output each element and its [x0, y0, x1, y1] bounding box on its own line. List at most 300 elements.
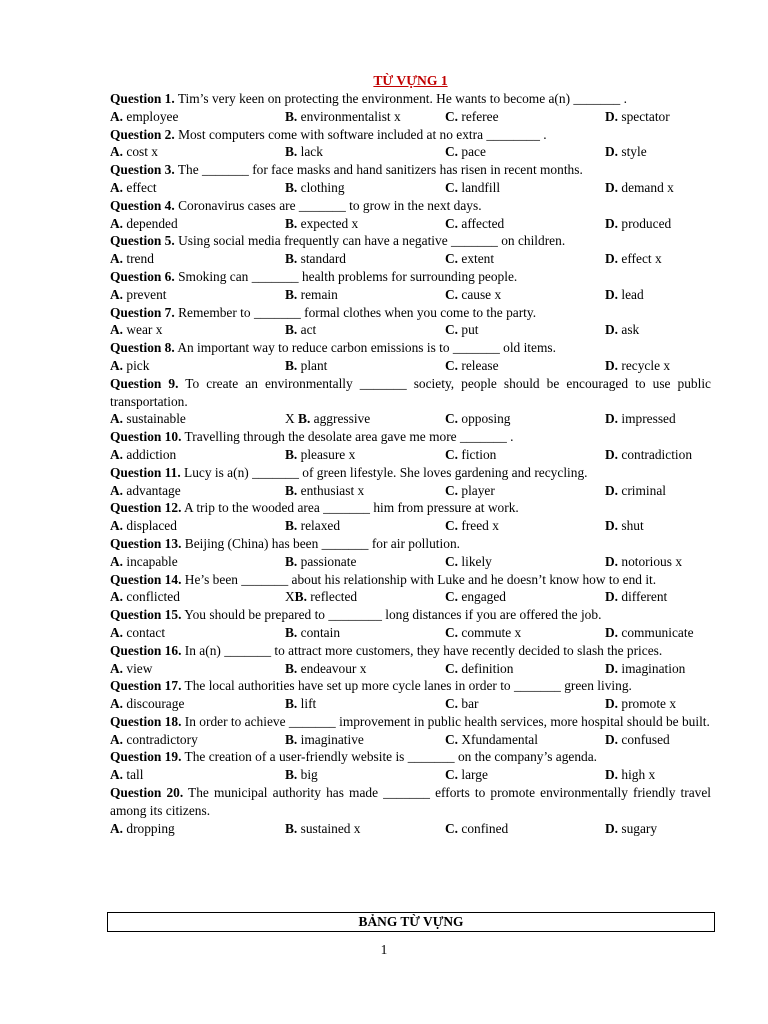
answer-options	[110, 357, 711, 375]
option-text: affected	[458, 215, 505, 231]
question-number: Question 2.	[110, 126, 175, 142]
question-text: You should be prepared to ________ long distances if you are offered the job.	[181, 607, 602, 623]
answer-option	[285, 143, 445, 161]
question-number: Question 13.	[110, 535, 182, 551]
option-letter: B.	[285, 251, 298, 267]
question-text: A trip to the wooded area _______ him from pressure at work.	[181, 500, 519, 516]
answer-option	[285, 660, 445, 678]
question-19	[110, 748, 711, 766]
answer-option	[285, 108, 445, 126]
option-letter: D.	[605, 108, 619, 124]
option-text: environmentalist x	[297, 108, 405, 124]
question-text: An important way to reduce carbon emissions is to _______ old items.	[174, 340, 556, 356]
option-letter: A.	[110, 553, 124, 569]
option-letter: A.	[110, 446, 124, 462]
question-text: Remember to _______ formal clothes when you come to the party.	[174, 304, 537, 320]
option-text: big	[297, 767, 318, 783]
option-letter: A.	[110, 357, 124, 373]
answer-option	[605, 250, 711, 268]
option-letter: B.	[285, 215, 298, 231]
question-text: The municipal authority has made _______ efforts to promote environmentally friendly travel among its citizens.	[110, 785, 711, 818]
option-text: sustained x	[297, 820, 361, 836]
option-text: effect x	[618, 251, 662, 267]
answer-option	[445, 250, 605, 268]
option-letter: C.	[445, 322, 459, 338]
question-9	[110, 375, 711, 411]
option-letter: A.	[110, 179, 124, 195]
option-letter: D.	[605, 144, 619, 160]
answer-option	[445, 695, 605, 713]
option-letter: B.	[285, 446, 298, 462]
question-text: Tim’s very keen on protecting the environment. He wants to become a(n) _______ .	[174, 91, 627, 106]
answer-option	[605, 143, 711, 161]
option-letter: B.	[285, 820, 298, 836]
answer-option	[285, 695, 445, 713]
answer-options	[110, 321, 711, 339]
answer-mark: X	[285, 411, 299, 427]
answer-option	[605, 446, 711, 464]
option-letter: A.	[110, 215, 124, 231]
option-text: view	[123, 660, 153, 676]
option-text: endeavour x	[297, 660, 367, 676]
option-text: player	[458, 482, 495, 498]
option-text: communicate	[618, 624, 694, 640]
option-letter: D.	[605, 820, 619, 836]
answer-option	[110, 215, 285, 233]
option-text: fiction	[458, 446, 497, 462]
option-letter: D.	[605, 251, 619, 267]
option-letter: C.	[445, 589, 459, 605]
answer-options	[110, 695, 711, 713]
answer-option	[605, 731, 711, 749]
answer-option	[605, 766, 711, 784]
answer-option	[445, 179, 605, 197]
option-letter: C.	[445, 518, 459, 534]
answer-option	[285, 820, 445, 838]
answer-option	[285, 766, 445, 784]
answer-option	[605, 179, 711, 197]
question-text: Using social media frequently can have a negative _______ on children.	[174, 233, 566, 249]
option-letter: C.	[445, 767, 459, 783]
answer-option	[445, 588, 605, 606]
answer-option	[110, 143, 285, 161]
question-7	[110, 304, 711, 322]
option-text: standard	[297, 251, 346, 267]
option-text: landfill	[458, 179, 501, 195]
question-text: Lucy is a(n) _______ of green lifestyle. She loves gardening and recycling.	[180, 464, 588, 480]
option-letter: C.	[445, 482, 459, 498]
option-letter: A.	[110, 144, 124, 160]
option-letter: A.	[110, 108, 124, 124]
answer-options	[110, 624, 711, 642]
answer-option	[285, 179, 445, 197]
option-letter: D.	[605, 660, 619, 676]
answer-option	[110, 482, 285, 500]
answer-option	[605, 410, 711, 428]
option-letter: B.	[285, 108, 298, 124]
answer-option	[445, 482, 605, 500]
answer-option	[110, 108, 285, 126]
option-text: lift	[297, 696, 317, 712]
answer-option	[445, 820, 605, 838]
answer-option	[605, 660, 711, 678]
answer-option	[285, 446, 445, 464]
answer-options	[110, 179, 711, 197]
question-text: The _______ for face masks and hand sanitizers has risen in recent months.	[174, 162, 583, 178]
option-letter: C.	[445, 108, 459, 124]
answer-option	[110, 588, 285, 606]
question-13	[110, 535, 711, 553]
option-letter: C.	[445, 624, 459, 640]
question-text: Most computers come with software included at no extra ________ .	[174, 126, 547, 142]
option-letter: B.	[285, 660, 298, 676]
question-number: Question 12.	[110, 500, 182, 516]
answer-option	[110, 286, 285, 304]
option-letter: C.	[445, 179, 459, 195]
answer-option	[285, 286, 445, 304]
answer-options	[110, 108, 711, 126]
answer-options	[110, 660, 711, 678]
answer-options	[110, 820, 711, 838]
option-letter: C.	[445, 215, 459, 231]
option-letter: A.	[110, 767, 124, 783]
answer-option	[110, 357, 285, 375]
answer-option	[445, 215, 605, 233]
option-letter: B.	[285, 179, 298, 195]
option-letter: D.	[605, 518, 619, 534]
question-5	[110, 232, 711, 250]
option-text: prevent	[123, 286, 167, 302]
option-text: definition	[458, 660, 514, 676]
option-letter: C.	[445, 446, 459, 462]
question-number: Question 16.	[110, 642, 182, 658]
option-text: confused	[618, 731, 670, 747]
vocabulary-table-heading: BẢNG TỪ VỰNG	[107, 912, 715, 932]
question-6	[110, 268, 711, 286]
option-text: ask	[618, 322, 640, 338]
question-3	[110, 161, 711, 179]
answer-option	[110, 660, 285, 678]
question-number: Question 4.	[110, 197, 175, 213]
option-text: imaginative	[297, 731, 364, 747]
question-number: Question 9.	[110, 375, 179, 391]
answer-option	[110, 553, 285, 571]
option-letter: C.	[445, 660, 459, 676]
option-letter: A.	[110, 482, 124, 498]
question-number: Question 11.	[110, 464, 181, 480]
page-title: TỪ VỰNG 1	[373, 73, 448, 88]
answer-option	[445, 731, 605, 749]
question-11	[110, 464, 711, 482]
answer-option	[445, 766, 605, 784]
question-number: Question 7.	[110, 304, 175, 320]
answer-options	[110, 215, 711, 233]
option-text: large	[458, 767, 488, 783]
page-number: 1	[380, 942, 388, 957]
answer-option	[605, 482, 711, 500]
option-text: produced	[618, 215, 672, 231]
option-text: discourage	[123, 696, 185, 712]
question-text: To create an environmentally _______ society, people should be encouraged to use public transportation.	[110, 375, 711, 409]
question-8	[110, 339, 711, 357]
option-letter: D.	[605, 696, 619, 712]
option-text: enthusiast x	[297, 482, 365, 498]
option-letter: A.	[110, 411, 124, 427]
answer-options	[110, 286, 711, 304]
answer-option	[605, 820, 711, 838]
option-text: aggressive	[310, 411, 371, 427]
answer-option	[110, 766, 285, 784]
option-text: act	[297, 322, 317, 338]
option-text: confined	[458, 820, 509, 836]
option-text: high x	[618, 767, 656, 783]
answer-option	[285, 517, 445, 535]
option-text: demand x	[618, 179, 674, 195]
answer-option	[445, 143, 605, 161]
question-text: Smoking can _______ health problems for surrounding people.	[174, 268, 518, 284]
option-text: plant	[297, 357, 328, 373]
question-text: In a(n) _______ to attract more customers, they have recently decided to slash the prices.	[181, 642, 663, 658]
answer-option	[445, 624, 605, 642]
option-text: lead	[618, 286, 644, 302]
answer-option	[285, 215, 445, 233]
option-letter: D.	[605, 767, 619, 783]
option-text: Xfundamental	[458, 731, 538, 747]
answer-options	[110, 517, 711, 535]
option-text: incapable	[123, 553, 178, 569]
answer-option	[110, 250, 285, 268]
option-letter: B.	[298, 411, 311, 427]
option-letter: A.	[110, 696, 124, 712]
option-text: shut	[618, 518, 644, 534]
answer-option	[110, 179, 285, 197]
answer-options	[110, 731, 711, 749]
answer-option	[445, 517, 605, 535]
answer-options	[110, 250, 711, 268]
option-text: relaxed	[297, 518, 341, 534]
answer-option	[605, 517, 711, 535]
question-text: In order to achieve _______ improvement in public health services, more hospital should be built.	[181, 713, 710, 729]
question-number: Question 17.	[110, 678, 182, 694]
question-20	[110, 784, 711, 820]
option-text: passionate	[297, 553, 357, 569]
question-text: Coronavirus cases are _______ to grow in the next days.	[174, 197, 482, 213]
option-text: cause x	[458, 286, 502, 302]
option-text: imagination	[618, 660, 686, 676]
answer-option	[110, 446, 285, 464]
option-text: remain	[297, 286, 338, 302]
option-text: contradiction	[618, 446, 693, 462]
question-number: Question 20.	[110, 785, 184, 801]
option-text: displaced	[123, 518, 177, 534]
option-letter: B.	[285, 731, 298, 747]
answer-option	[605, 553, 711, 571]
question-number: Question 6.	[110, 268, 175, 284]
option-text: extent	[458, 251, 495, 267]
option-letter: A.	[110, 251, 124, 267]
option-letter: C.	[445, 357, 459, 373]
option-letter: B.	[285, 144, 298, 160]
option-text: clothing	[297, 179, 345, 195]
option-text: sustainable	[123, 411, 186, 427]
option-letter: D.	[605, 322, 619, 338]
option-text: criminal	[618, 482, 666, 498]
answer-option	[110, 517, 285, 535]
option-letter: D.	[605, 446, 619, 462]
option-text: recycle x	[618, 357, 671, 373]
option-letter: A.	[110, 660, 124, 676]
option-text: cost x	[123, 144, 158, 160]
option-letter: A.	[110, 518, 124, 534]
option-text: impressed	[618, 411, 676, 427]
option-letter: C.	[445, 411, 459, 427]
option-letter: A.	[110, 286, 124, 302]
question-16	[110, 642, 711, 660]
question-10	[110, 428, 711, 446]
option-letter: B.	[285, 322, 298, 338]
answer-option	[285, 553, 445, 571]
answer-option	[605, 215, 711, 233]
answer-option	[285, 731, 445, 749]
option-text: wear x	[123, 322, 163, 338]
option-text: conflicted	[123, 589, 180, 605]
option-text: engaged	[458, 589, 506, 605]
question-12	[110, 499, 711, 517]
option-text: notorious x	[618, 553, 683, 569]
answer-option	[445, 357, 605, 375]
question-4	[110, 197, 711, 215]
answer-options	[110, 766, 711, 784]
question-number: Question 18.	[110, 713, 182, 729]
question-text: The local authorities have set up more cycle lanes in order to _______ green living.	[181, 678, 632, 694]
option-text: pick	[123, 357, 150, 373]
answer-option	[445, 410, 605, 428]
option-text: contradictory	[123, 731, 198, 747]
question-text: He’s been _______ about his relationship with Luke and he doesn’t know how to end it.	[181, 571, 657, 587]
question-number: Question 15.	[110, 607, 182, 623]
option-text: contain	[297, 624, 341, 640]
option-letter: A.	[110, 322, 124, 338]
option-text: addiction	[123, 446, 177, 462]
answer-options	[110, 553, 711, 571]
answer-option	[605, 588, 711, 606]
option-text: spectator	[618, 108, 670, 124]
option-text: advantage	[123, 482, 181, 498]
answer-option	[285, 357, 445, 375]
question-1	[110, 90, 711, 108]
option-text: referee	[458, 108, 499, 124]
option-text: trend	[123, 251, 154, 267]
answer-mark: X	[285, 589, 295, 605]
option-letter: A.	[110, 820, 124, 836]
option-letter: C.	[445, 144, 459, 160]
option-text: tall	[123, 767, 144, 783]
option-text: promote x	[618, 696, 677, 712]
question-text: Beijing (China) has been _______ for air pollution.	[181, 535, 460, 551]
option-text: lack	[297, 144, 323, 160]
option-letter: B.	[294, 589, 307, 605]
option-letter: D.	[605, 589, 619, 605]
option-letter: B.	[285, 696, 298, 712]
option-letter: C.	[445, 553, 459, 569]
option-letter: A.	[110, 589, 124, 605]
option-text: release	[458, 357, 499, 373]
option-text: depended	[123, 215, 178, 231]
answer-option	[445, 660, 605, 678]
option-text: put	[458, 322, 479, 338]
option-text: bar	[458, 696, 479, 712]
option-letter: C.	[445, 251, 459, 267]
option-letter: D.	[605, 731, 619, 747]
answer-option	[285, 624, 445, 642]
answer-option	[605, 695, 711, 713]
option-text: sugary	[618, 820, 658, 836]
answer-option	[445, 446, 605, 464]
option-text: dropping	[123, 820, 175, 836]
question-number: Question 19.	[110, 749, 182, 765]
option-letter: A.	[110, 624, 124, 640]
answer-option	[445, 553, 605, 571]
option-text: effect	[123, 179, 157, 195]
option-text: commute x	[458, 624, 522, 640]
option-letter: D.	[605, 286, 619, 302]
option-letter: B.	[285, 357, 298, 373]
option-letter: D.	[605, 215, 619, 231]
option-text: pace	[458, 144, 486, 160]
answer-options	[110, 410, 711, 428]
answer-option	[110, 731, 285, 749]
option-letter: B.	[285, 286, 298, 302]
option-letter: B.	[285, 767, 298, 783]
question-number: Question 5.	[110, 233, 175, 249]
option-letter: D.	[605, 179, 619, 195]
answer-options	[110, 446, 711, 464]
answer-option	[110, 624, 285, 642]
option-text: expected x	[297, 215, 359, 231]
option-letter: B.	[285, 482, 298, 498]
answer-option	[605, 286, 711, 304]
answer-option	[605, 624, 711, 642]
option-text: opposing	[458, 411, 511, 427]
option-letter: D.	[605, 624, 619, 640]
question-text: Travelling through the desolate area gave me more _______ .	[181, 429, 514, 445]
option-letter: C.	[445, 731, 459, 747]
answer-option	[110, 410, 285, 428]
option-text: pleasure x	[297, 446, 356, 462]
option-letter: C.	[445, 820, 459, 836]
answer-option	[110, 695, 285, 713]
question-15	[110, 606, 711, 624]
option-letter: B.	[285, 553, 298, 569]
answer-option	[445, 108, 605, 126]
option-letter: C.	[445, 696, 459, 712]
question-number: Question 1.	[110, 91, 175, 106]
option-letter: D.	[605, 553, 619, 569]
option-text: likely	[458, 553, 492, 569]
question-number: Question 14.	[110, 571, 182, 587]
option-text: freed x	[458, 518, 499, 534]
answer-options	[110, 143, 711, 161]
answer-option	[285, 410, 445, 428]
option-text: reflected	[306, 589, 358, 605]
question-number: Question 3.	[110, 162, 175, 178]
answer-option	[110, 321, 285, 339]
question-number: Question 8.	[110, 340, 175, 356]
question-17	[110, 677, 711, 695]
option-letter: B.	[285, 518, 298, 534]
option-letter: D.	[605, 357, 619, 373]
question-18	[110, 713, 711, 731]
